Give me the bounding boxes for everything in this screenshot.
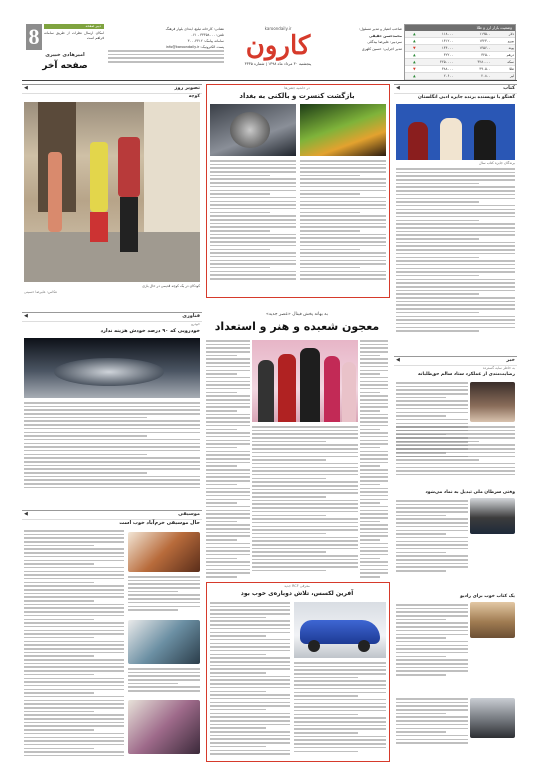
logo-text: کارون bbox=[245, 31, 311, 61]
contact-phone: تلفن: ۳۳۳۵۸۰۰۰ - ۰۶۱ bbox=[190, 33, 224, 37]
car-kicker: معرفی RCF جدید bbox=[284, 584, 310, 588]
lexus-car-photo bbox=[294, 602, 386, 658]
right-top-caption: برندگان جایزه کتاب سال bbox=[479, 161, 515, 165]
page-number-badge bbox=[26, 24, 42, 50]
date-line: پنجشنبه ۳۰ مرداد ماه ۱۳۹۸ | شماره ۳۳۳۵ bbox=[244, 61, 312, 66]
market-value: ۱۴۵۶۰۰ bbox=[454, 45, 492, 52]
section-music: ◀ موسیقی bbox=[22, 510, 202, 520]
page-title-block bbox=[26, 52, 104, 76]
market-item-name: طلا bbox=[492, 66, 515, 73]
market-rows bbox=[405, 31, 515, 80]
owners-block bbox=[330, 26, 402, 78]
editor-label: دبیر صفحه bbox=[44, 24, 104, 29]
talent-show-photo bbox=[252, 340, 358, 422]
science-kicker: خودرو bbox=[191, 322, 200, 326]
woman-portrait-photo bbox=[470, 382, 515, 422]
contact-sms: سامانه پیامک: ۳۰۰۰۴۴۱۲ bbox=[187, 39, 224, 43]
owner-name: محمدحسن حقیقی bbox=[369, 33, 402, 38]
masthead-rule bbox=[22, 80, 517, 81]
section-science: ◀ فناوری bbox=[22, 312, 202, 322]
photo-caption: کودکان در یک کوچه قدیمی در حال بازی bbox=[142, 284, 200, 288]
market-item-name: لیر bbox=[492, 73, 515, 80]
center-top-title: بازگشت کنسرت و بالکنی به بغداد bbox=[239, 92, 355, 100]
market-value: ۳۲۵۰۰ bbox=[454, 52, 492, 59]
family-photo bbox=[470, 602, 515, 638]
market-item-name: پوند bbox=[492, 45, 515, 52]
market-value: ۳۸۸۰۰۰ bbox=[417, 66, 455, 73]
market-trend-icon: ▼ bbox=[405, 45, 417, 52]
market-value: ۱۱۸۰۰۰ bbox=[417, 31, 455, 38]
car-interior-photo bbox=[24, 338, 200, 398]
center-top-kicker: در حاشیه جشن‌ها bbox=[284, 86, 310, 90]
page-title: صفحه آخر bbox=[42, 61, 88, 71]
news-subtitle-1: وقتی سرطان ملی تبدیل به نماد می‌شود bbox=[425, 490, 515, 495]
news-title: رضایت‌مندی از عملکرد ستاد سالم حق‌طلبانه bbox=[418, 372, 515, 377]
newspaper-page bbox=[22, 22, 517, 762]
market-value: ۳۹۰۵۰۰ bbox=[454, 66, 492, 73]
market-value: ۴۲۸۰۰۰۰ bbox=[454, 59, 492, 66]
page-number: 8 bbox=[28, 24, 40, 49]
concert-photo-left bbox=[210, 104, 296, 156]
market-item-name: دلار bbox=[492, 31, 515, 38]
editor-in-chief: سردبیر: علیرضا بیدگلی bbox=[367, 40, 402, 44]
science-title: خودرویی که ۹۰ درصد خودش هزینه ندارد bbox=[100, 328, 200, 334]
market-item-name: یورو bbox=[492, 38, 515, 45]
market-item-name: سکه bbox=[492, 59, 515, 66]
market-value: ۲۰۶۰۰ bbox=[417, 73, 455, 80]
market-value: ۲۰۸۰۰ bbox=[454, 73, 492, 80]
market-trend-icon: ▼ bbox=[405, 66, 417, 73]
executive-manager: مدیر اجرایی: حسین کلهری bbox=[361, 46, 402, 51]
market-row bbox=[405, 45, 515, 52]
market-title: وضعیت بازار ارز و طلا bbox=[405, 25, 515, 31]
car-title: آفرین لکسس، تلاش دوباره‌ی خوب بود bbox=[240, 590, 354, 597]
market-trend-icon: ▲ bbox=[405, 31, 417, 38]
kids-playing-photo bbox=[24, 102, 200, 282]
market-value: ۳۲۲۰۰ bbox=[417, 52, 455, 59]
market-trend-icon: ▲ bbox=[405, 52, 417, 59]
masthead-logo bbox=[228, 26, 328, 76]
right-top-title: گفتگو با نویسنده برنده جایزه ادبی انگلستان bbox=[417, 95, 515, 100]
market-row bbox=[405, 38, 515, 45]
market-table bbox=[404, 24, 516, 80]
elder-portrait-photo bbox=[470, 698, 515, 738]
market-value: ۱۳۱۲۰۰ bbox=[417, 38, 455, 45]
market-row bbox=[405, 59, 515, 66]
musician-photo-2 bbox=[128, 620, 200, 664]
section-news: ◀ خبر bbox=[394, 356, 517, 366]
contact-address: نشانی: کارخانه تبلیغ، ابتدای بلوار فرهنگ bbox=[165, 27, 224, 31]
photo-credit: عکاس: علیرضا حسینی bbox=[24, 290, 58, 294]
editor-block: دبیر صفحه امکان ارسال نظرات از طریق سامانه فراهم است bbox=[44, 24, 104, 40]
news-subtitle-2: یک کتاب خوب برای رادیو bbox=[460, 594, 515, 599]
market-trend-icon: ▲ bbox=[405, 73, 417, 80]
market-row bbox=[405, 66, 515, 73]
man-portrait-photo bbox=[470, 498, 515, 534]
market-value: ۴۲۵۰۰۰۰ bbox=[417, 59, 455, 66]
musician-photo-1 bbox=[128, 532, 200, 572]
musician-photo-3 bbox=[128, 700, 200, 754]
site-url: karoondaily.ir bbox=[264, 26, 292, 31]
section-books: ◀ کتاب bbox=[394, 84, 517, 94]
contact-block bbox=[108, 26, 224, 78]
feature-kicker: به بهانه پخش فینال «عصر جدید» bbox=[266, 312, 328, 317]
feature-title: معجون شعبده و هنر و استعداد bbox=[214, 320, 380, 333]
market-trend-icon: ▲ bbox=[405, 38, 417, 45]
music-title: حال موسیقی خرم‌آباد خوب است bbox=[119, 520, 200, 526]
market-item-name: درهم bbox=[492, 52, 515, 59]
editor-name: امیرهادی خبیری bbox=[45, 52, 85, 58]
section-photo: ◀ تصویر روز bbox=[22, 84, 202, 94]
concert-photo-right bbox=[300, 104, 386, 156]
news-kicker: به خاطر سایه گسترده bbox=[482, 366, 515, 370]
market-row bbox=[405, 52, 515, 59]
contact-email: پست الکترونیک: info@karoondaily.ir bbox=[165, 45, 224, 49]
award-winners-photo bbox=[396, 104, 515, 160]
market-value: ۱۱۹۵۰۰ bbox=[454, 31, 492, 38]
owner-label: صاحب امتیاز و مدیر مسئول: bbox=[359, 27, 402, 31]
market-trend-icon: ▲ bbox=[405, 59, 417, 66]
market-value: ۱۳۲۳۰۰ bbox=[454, 38, 492, 45]
photo-title: کوچه bbox=[188, 94, 200, 99]
market-value: ۱۴۴۰۰۰ bbox=[417, 45, 455, 52]
market-row bbox=[405, 73, 515, 80]
